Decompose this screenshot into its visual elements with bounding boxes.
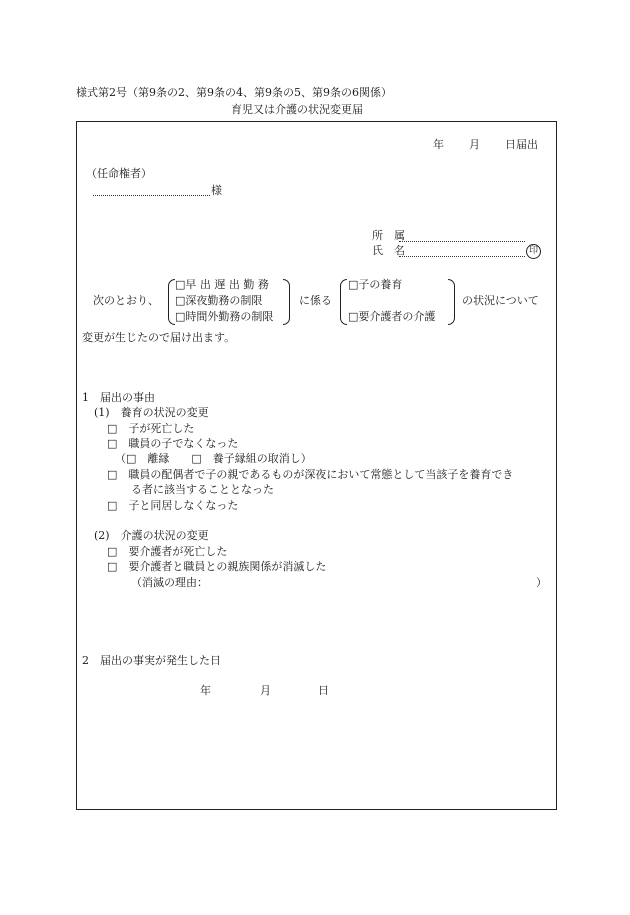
document-title: 育児又は介護の状況変更届 [231,103,363,116]
dissolution-reason-input[interactable] [205,576,530,590]
work-option-night-limit[interactable]: □深夜勤務の制限 [175,294,263,307]
department-line[interactable] [399,241,525,242]
care-option-nursing[interactable]: □要介護者の介護 [348,310,436,323]
date-month-label: 月 [469,138,480,151]
spouse-can-care-item[interactable]: □ 職員の配偶者で子の親であるものが深夜において常態として当該子を養育でき [107,468,514,481]
no-longer-child-item[interactable]: □ 職員の子でなくなった [107,437,239,450]
date-submitted-label: 日届出 [505,138,538,151]
no-longer-cohabiting-item[interactable]: □ 子と同居しなくなった [107,499,239,512]
statement-prefix: 次のとおり、 [93,294,159,307]
care-options-right-brace [448,279,455,325]
occurrence-day-label: 日 [318,684,329,697]
addressee-name-line[interactable] [93,195,210,196]
addressee-honorific: 様 [211,184,222,197]
name-line[interactable] [399,256,525,257]
kinship-dissolved-item[interactable]: □ 要介護者と職員との親族関係が消滅した [107,560,327,573]
occurrence-year-label: 年 [200,684,211,697]
date-year-label: 年 [433,138,444,151]
name-label: 氏 名 [372,244,405,257]
work-options-left-brace [168,279,175,325]
occurrence-month-label: 月 [260,684,271,697]
care-options-left-brace [340,279,347,325]
work-option-early-late[interactable]: □早 出 遅 出 勤 務 [175,278,269,291]
work-options-right-brace [283,279,290,325]
care-option-child[interactable]: □子の養育 [348,278,403,291]
dissolution-reason-label: （消滅の理由： [131,576,208,589]
section1-heading: 1 届出の事由 [82,391,155,404]
adoption-dissolution-item[interactable]: （□ 離縁 □ 養子縁組の取消し） [115,452,312,465]
work-option-overtime-limit[interactable]: □時間外勤務の制限 [175,310,274,323]
form-reference: 様式第2号（第9条の2、第9条の4、第9条の5、第9条の6関係） [76,86,392,99]
seal-mark: 印 [526,244,541,259]
section1-sub1-heading: (1) 養育の状況の変更 [94,406,209,419]
statement-middle: に係る [299,294,332,307]
statement-line2: 変更が生じたので届け出ます。 [82,331,236,344]
care-recipient-deceased-item[interactable]: □ 要介護者が死亡した [107,545,228,558]
dissolution-reason-close: ） [536,576,547,589]
section2-heading: 2 届出の事実が発生した日 [82,654,221,667]
department-label: 所 属 [372,229,405,242]
child-deceased-item[interactable]: □ 子が死亡した [107,422,195,435]
spouse-can-care-item-cont: る者に該当することとなった [131,483,274,496]
statement-suffix: の状況について [462,294,539,307]
appointing-authority-label: （任命権者） [86,167,152,180]
section1-sub2-heading: (2) 介護の状況の変更 [94,529,209,542]
